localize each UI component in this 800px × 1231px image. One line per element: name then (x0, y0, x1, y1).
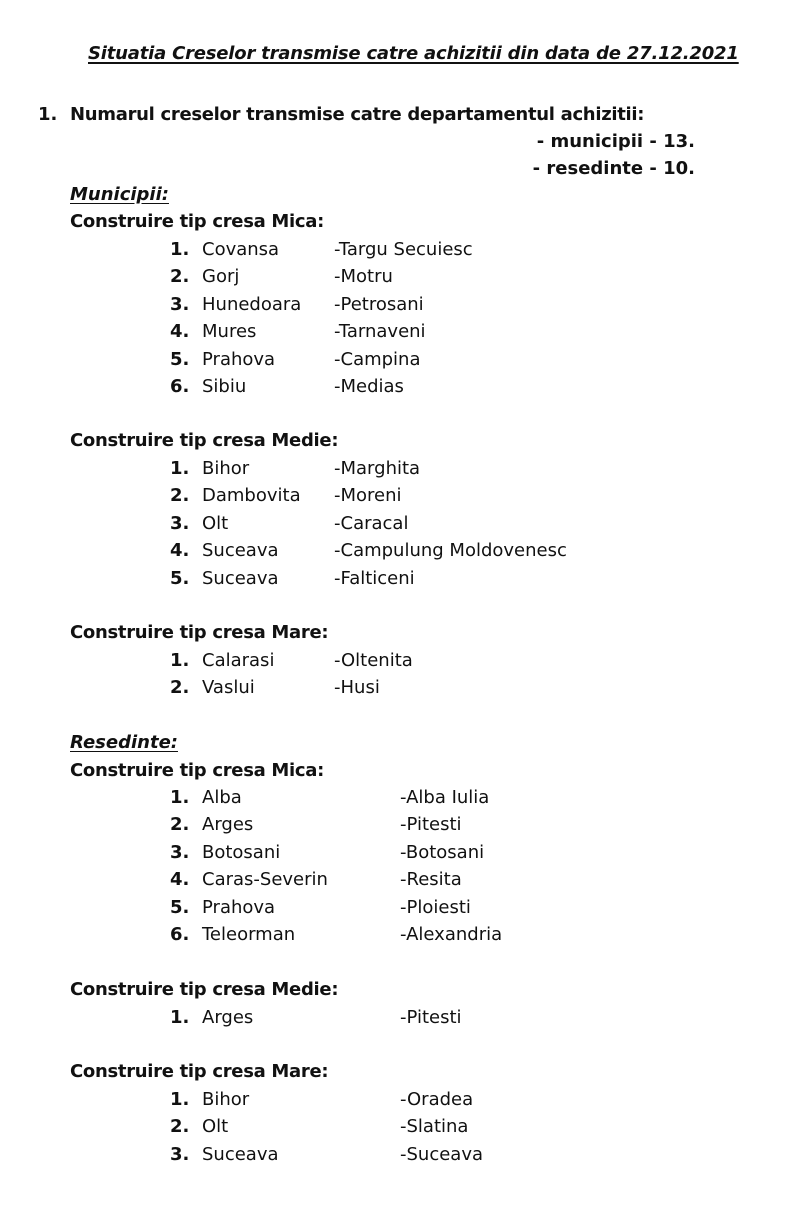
item-number: 3. (170, 512, 190, 534)
county-name: Covansa (202, 239, 280, 260)
document-title: Situatia Creselor transmise catre achizitii din data de 27.12.2021 (88, 43, 739, 64)
city-name: -Campulung Moldovenesc (334, 540, 567, 562)
group-label: Construire tip cresa Mare: (70, 1061, 329, 1082)
city-name: -Ploiesti (400, 896, 471, 918)
county-name: Mures (202, 321, 257, 343)
section-heading-resedinte: Resedinte: (70, 732, 178, 753)
county-name: Olt (202, 1116, 229, 1138)
item-number: 1. (170, 458, 190, 479)
item-number: 6. (170, 376, 190, 397)
city-name: -Tarnaveni (334, 321, 426, 343)
county-name: Prahova (202, 896, 276, 918)
city-name: -Pitesti (400, 1007, 462, 1028)
county-name: Teleorman (202, 924, 296, 945)
item-number: 2. (170, 814, 190, 836)
city-name: -Resita (400, 869, 462, 891)
county-name: Olt (202, 512, 229, 534)
city-name: -Suceava (400, 1143, 484, 1165)
city-name: -Pitesti (400, 814, 462, 836)
section-heading-municipii: Municipii: (70, 184, 169, 205)
county-name: Suceava (202, 567, 279, 589)
county-name: Calarasi (202, 650, 275, 671)
county-name: Bihor (202, 458, 250, 479)
city-name: -Moreni (334, 485, 402, 507)
item-number: 4. (170, 321, 190, 343)
item-number: 3. (170, 841, 190, 863)
city-name: -Petrosani (334, 293, 424, 315)
item-number: 1. (170, 239, 190, 260)
city-name: -Oradea (400, 1089, 474, 1110)
city-name: -Caracal (334, 512, 409, 534)
item-text: Numarul creselor transmise catre departamentul achizitii: (70, 104, 645, 125)
group-label: Construire tip cresa Medie: (70, 430, 339, 451)
city-name: -Medias (334, 376, 404, 397)
item-number: 1. (38, 104, 58, 125)
count-municipii: - municipii - 13. (536, 131, 695, 152)
city-name: -Motru (334, 266, 393, 288)
item-number: 1. (170, 1089, 190, 1110)
county-name: Sibiu (202, 376, 247, 397)
item-number: 4. (170, 540, 190, 562)
item-number: 5. (170, 348, 190, 370)
city-name: -Targu Secuiesc (334, 239, 473, 260)
item-number: 3. (170, 293, 190, 315)
city-name: -Campina (334, 348, 421, 370)
group-label: Construire tip cresa Medie: (70, 979, 339, 1000)
item-number: 5. (170, 896, 190, 918)
city-name: -Slatina (400, 1116, 469, 1138)
group-label: Construire tip cresa Mica: (70, 211, 325, 232)
item-number: 3. (170, 1143, 190, 1165)
item-number: 2. (170, 485, 190, 507)
county-name: Alba (202, 787, 242, 808)
county-name: Arges (202, 814, 254, 836)
item-number: 1. (170, 787, 190, 808)
city-name: -Alba Iulia (400, 787, 490, 808)
county-name: Arges (202, 1007, 254, 1028)
city-name: -Falticeni (334, 567, 415, 589)
group-label: Construire tip cresa Mica: (70, 760, 325, 781)
city-name: -Marghita (334, 458, 421, 479)
county-name: Botosani (202, 841, 281, 863)
county-name: Suceava (202, 540, 279, 562)
item-number: 1. (170, 1007, 190, 1028)
county-name: Prahova (202, 348, 276, 370)
item-number: 2. (170, 266, 190, 288)
city-name: -Alexandria (400, 924, 503, 945)
county-name: Hunedoara (202, 293, 302, 315)
item-number: 5. (170, 567, 190, 589)
county-name: Vaslui (202, 677, 255, 699)
item-number: 2. (170, 677, 190, 699)
county-name: Gorj (202, 266, 240, 288)
county-name: Dambovita (202, 485, 301, 507)
item-number: 1. (170, 650, 190, 671)
county-name: Caras-Severin (202, 869, 328, 891)
item-number: 2. (170, 1116, 190, 1138)
county-name: Suceava (202, 1143, 279, 1165)
city-name: -Oltenita (334, 650, 413, 671)
city-name: -Husi (334, 677, 380, 699)
city-name: -Botosani (400, 841, 485, 863)
item-number: 6. (170, 924, 190, 945)
count-resedinte: - resedinte - 10. (532, 158, 695, 179)
item-number: 4. (170, 869, 190, 891)
group-label: Construire tip cresa Mare: (70, 622, 329, 643)
county-name: Bihor (202, 1089, 250, 1110)
